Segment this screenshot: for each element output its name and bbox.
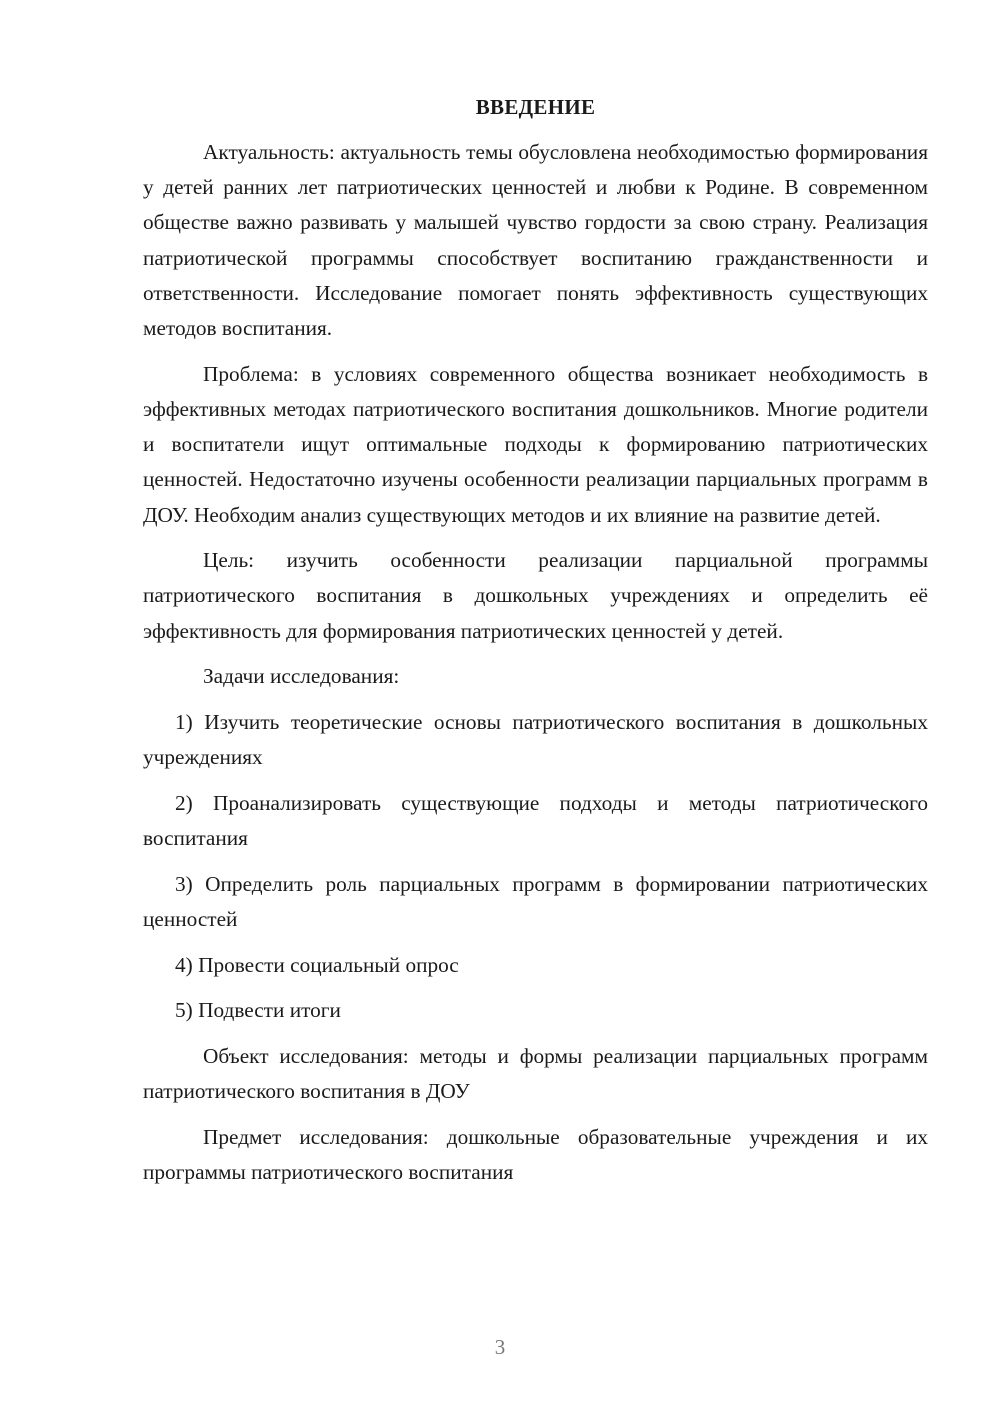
task-item-5: 5) Подвести итоги bbox=[175, 998, 341, 1023]
problem-paragraph: Проблема: в условиях современного общества возникает необходимость в эффективных методах патриотического воспитания дошкольников. Многие родители и воспитатели ищут оптимальные подходы к формированию патриотических ценностей. Недостаточно изучены особенности реализации парциальных программ в ДОУ. Необходим анализ существующих методов и их влияние на развитие детей. bbox=[143, 361, 928, 527]
goal-paragraph: Цель: изучить особенности реализации парциальной программы патриотического воспитания в дошкольных учреждениях и определить её эффективность для формирования патриотических ценностей у детей. bbox=[143, 548, 928, 643]
page-title: ВВЕДЕНИЕ bbox=[475, 95, 596, 119]
object-paragraph: Объект исследования: методы и формы реализации парциальных программ патриотического воспитания в ДОУ bbox=[143, 1044, 928, 1104]
page-number: 3 bbox=[494, 1335, 506, 1359]
task-item-2: 2) Проанализировать существующие подходы и методы патриотического воспитания bbox=[143, 790, 928, 851]
subject-paragraph: Предмет исследования: дошкольные образовательные учреждения и их программы патриотического воспитания bbox=[143, 1125, 928, 1185]
task-item-3: 3) Определить роль парциальных программ в формировании патриотических ценностей bbox=[143, 871, 928, 932]
task-item-4: 4) Провести социальный опрос bbox=[175, 952, 459, 977]
relevance-paragraph: Актуальность: актуальность темы обусловлена необходимостью формирования у детей ранних лет патриотических ценностей и любви к Родине. В современном обществе важно развивать у малышей чувство гордости за свою страну. Реализация патриотической программы способствует воспитанию гражданственности и ответственности. Исследование помогает понять эффективность существующих методов воспитания. bbox=[143, 140, 928, 341]
tasks-heading: Задачи исследования: bbox=[203, 664, 400, 689]
document-page bbox=[143, 90, 928, 1190]
task-item-1: 1) Изучить теоретические основы патриотического воспитания в дошкольных учреждениях bbox=[143, 710, 928, 770]
